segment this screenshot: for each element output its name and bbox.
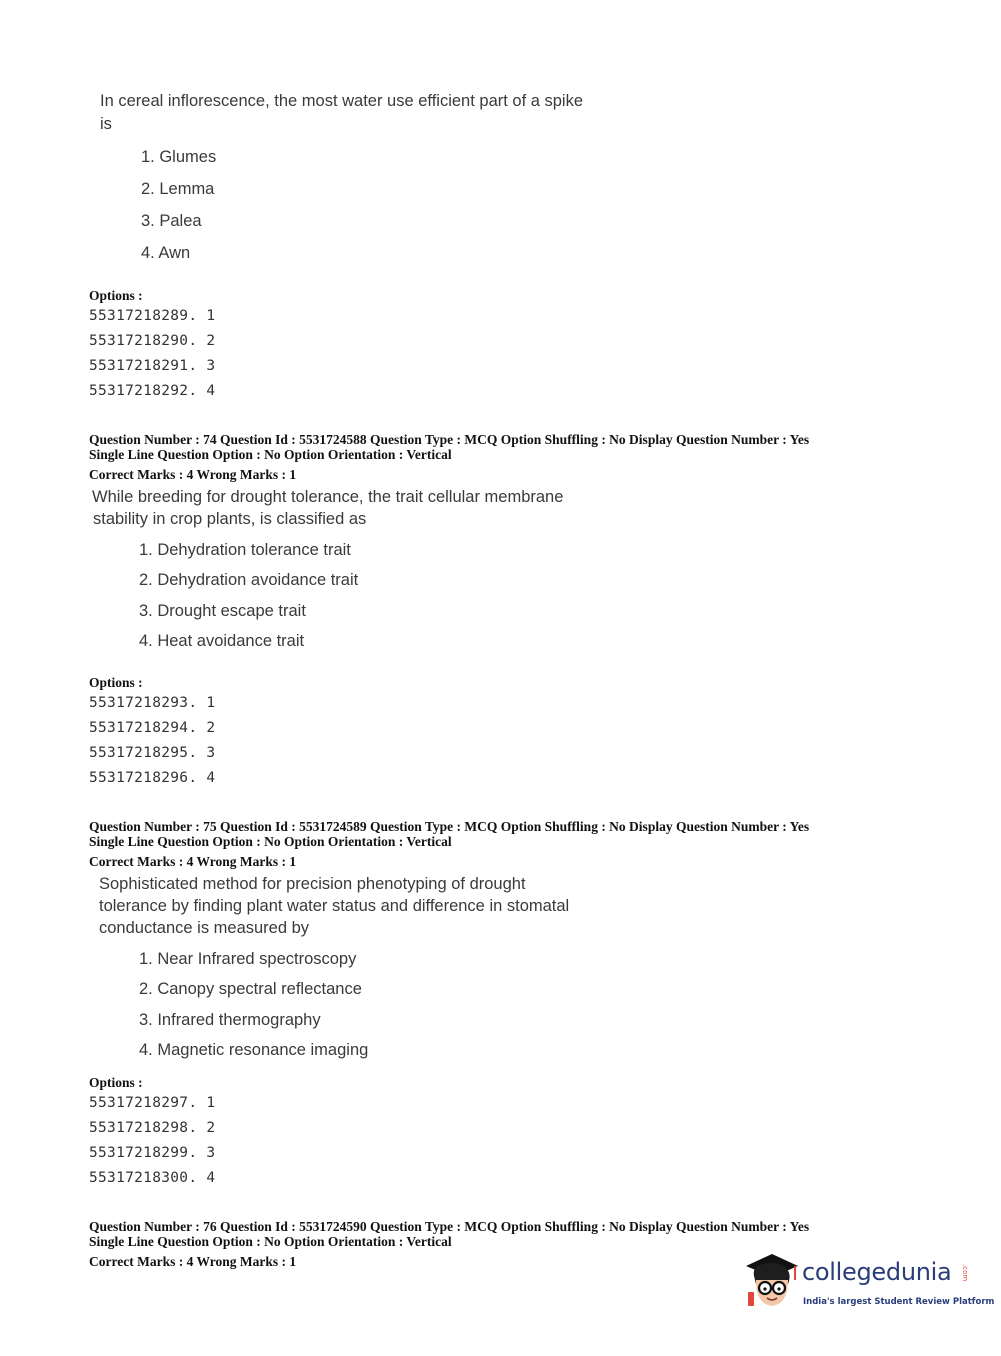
q73-option-4: 55317218292. 4 xyxy=(89,383,216,399)
q76-marks: Correct Marks : 4 Wrong Marks : 1 xyxy=(89,1254,297,1269)
q75-meta-line-1: Question Number : 75 Question Id : 5531724589 Question Type : MCQ Option Shuffling : No Display Question Number : Yes xyxy=(89,819,810,834)
q74-choice-1: 1. Dehydration tolerance trait xyxy=(139,541,351,559)
q76-meta-line-1: Question Number : 76 Question Id : 5531724590 Question Type : MCQ Option Shuffling : No Display Question Number : Yes xyxy=(89,1219,810,1234)
q73-option-3: 55317218291. 3 xyxy=(89,358,216,374)
q74-question-line-1: While breeding for drought tolerance, the trait cellular membrane xyxy=(92,488,564,506)
q75-options-label: Options : xyxy=(89,1075,143,1090)
q75-choice-2: 2. Canopy spectral reflectance xyxy=(139,980,362,998)
q73-question-line-1: In cereal inflorescence, the most water use efficient part of a spike xyxy=(100,92,584,110)
q73-options-label: Options : xyxy=(89,288,143,303)
q75-meta-line-2: Single Line Question Option : No Option Orientation : Vertical xyxy=(89,834,452,849)
q74-option-3: 55317218295. 3 xyxy=(89,745,216,761)
q74-choice-2: 2. Dehydration avoidance trait xyxy=(139,571,359,589)
q74-choice-3: 3. Drought escape trait xyxy=(139,602,306,620)
q75-choice-4: 4. Magnetic resonance imaging xyxy=(139,1041,369,1059)
q75-marks: Correct Marks : 4 Wrong Marks : 1 xyxy=(89,854,297,869)
q75-option-2: 55317218298. 2 xyxy=(89,1120,216,1136)
mascot-icon xyxy=(742,1250,802,1320)
logo-wordmark: collegedunia xyxy=(802,1258,952,1286)
q75-question-line-2: tolerance by finding plant water status and difference in stomatal xyxy=(99,897,570,915)
q73-option-1: 55317218289. 1 xyxy=(89,308,216,324)
logo-domain-suffix: .com xyxy=(961,1264,969,1282)
q73-question-line-2: is xyxy=(100,115,112,133)
q73-choice-1: 1. Glumes xyxy=(141,148,217,166)
q74-meta-line-1: Question Number : 74 Question Id : 5531724588 Question Type : MCQ Option Shuffling : No Display Question Number : Yes xyxy=(89,432,810,447)
q73-choice-4: 4. Awn xyxy=(141,244,191,262)
q74-meta-line-2: Single Line Question Option : No Option Orientation : Vertical xyxy=(89,447,452,462)
q75-choice-1: 1. Near Infrared spectroscopy xyxy=(139,950,357,968)
q74-option-1: 55317218293. 1 xyxy=(89,695,216,711)
logo-tagline: India's largest Student Review Platform xyxy=(803,1297,995,1307)
q73-choice-2: 2. Lemma xyxy=(141,180,215,198)
q75-option-4: 55317218300. 4 xyxy=(89,1170,216,1186)
q74-option-4: 55317218296. 4 xyxy=(89,770,216,786)
q73-option-2: 55317218290. 2 xyxy=(89,333,216,349)
q75-option-3: 55317218299. 3 xyxy=(89,1145,216,1161)
q73-choice-3: 3. Palea xyxy=(141,212,202,230)
q74-options-label: Options : xyxy=(89,675,143,690)
q75-question-line-1: Sophisticated method for precision phenotyping of drought xyxy=(99,875,526,893)
q75-question-line-3: conductance is measured by xyxy=(99,919,310,937)
q74-choice-4: 4. Heat avoidance trait xyxy=(139,632,305,650)
q74-option-2: 55317218294. 2 xyxy=(89,720,216,736)
q74-marks: Correct Marks : 4 Wrong Marks : 1 xyxy=(89,467,297,482)
q74-question-line-2: stability in crop plants, is classified as xyxy=(93,510,367,528)
collegedunia-logo xyxy=(742,1250,995,1320)
q76-meta-line-2: Single Line Question Option : No Option Orientation : Vertical xyxy=(89,1234,452,1249)
q75-choice-3: 3. Infrared thermography xyxy=(139,1011,321,1029)
q75-option-1: 55317218297. 1 xyxy=(89,1095,216,1111)
